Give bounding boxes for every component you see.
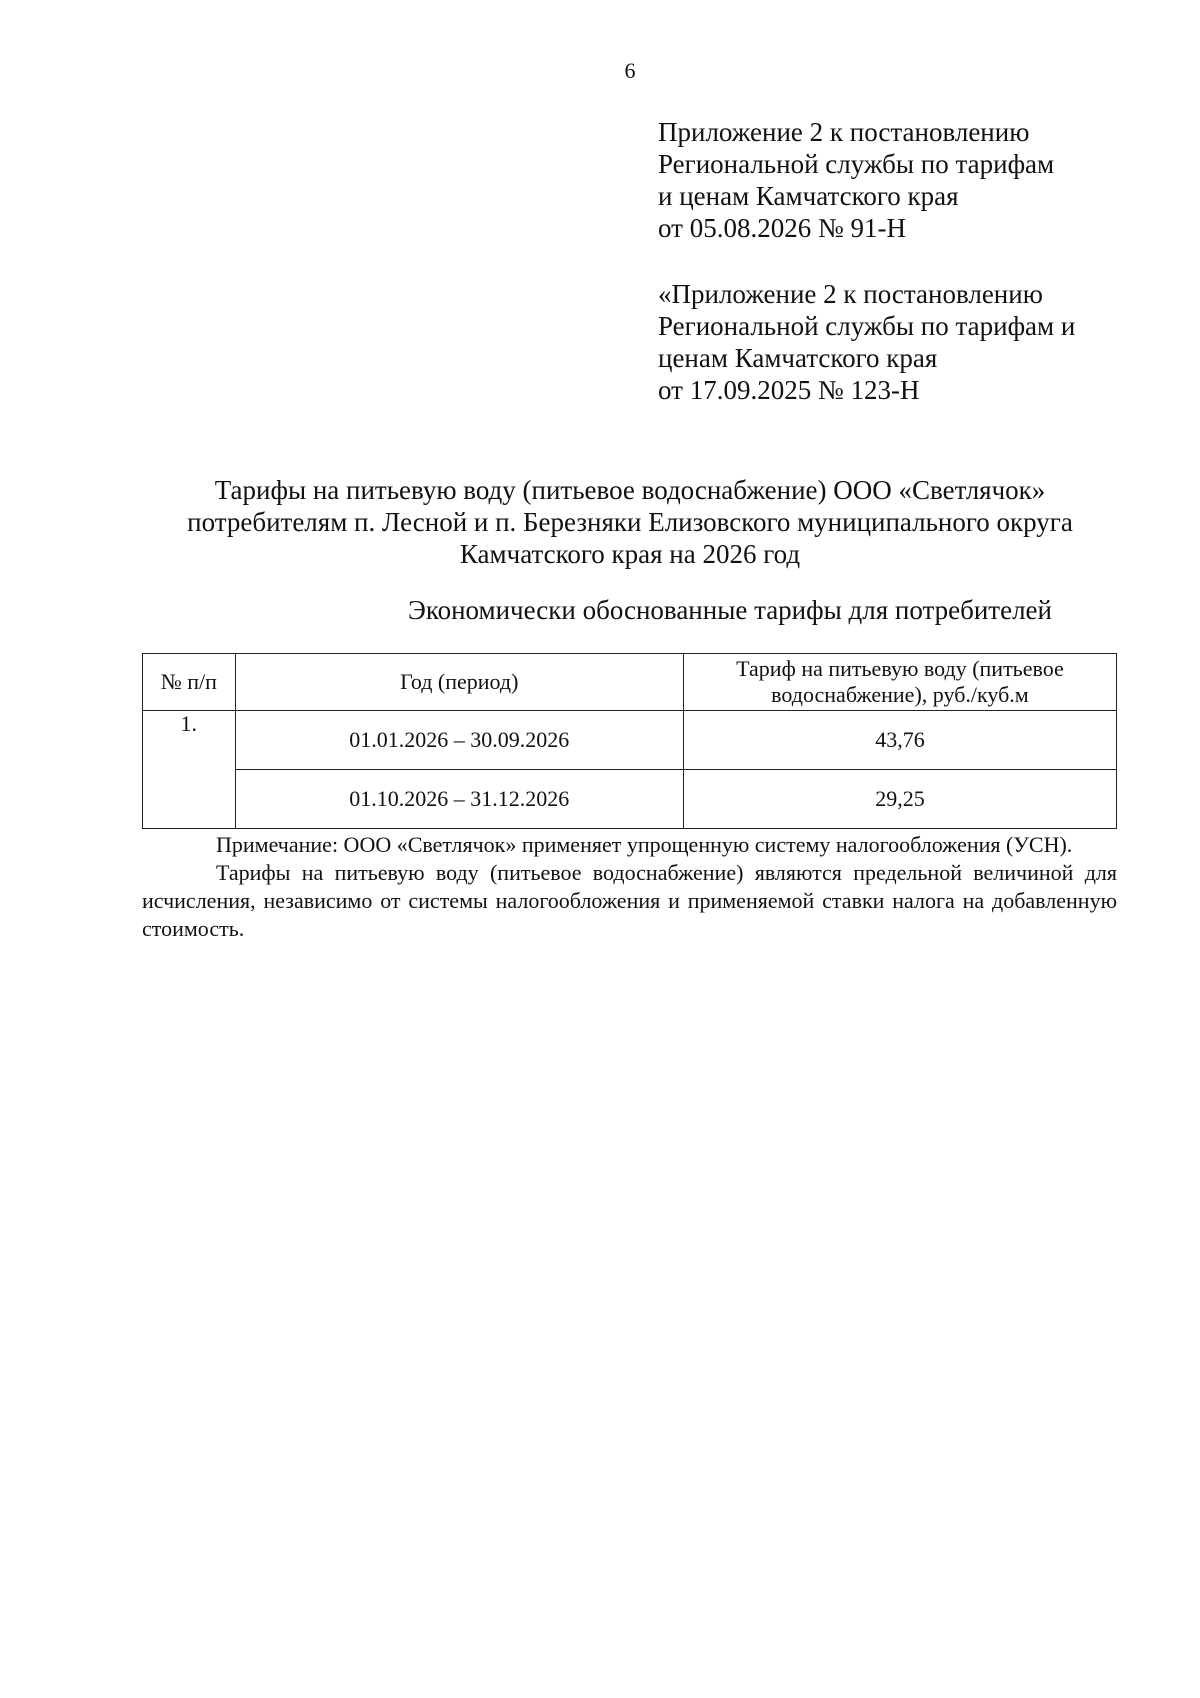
appendix-previous-line: ценам Камчатского края [658,343,938,373]
appendix-current-line: Приложение 2 к постановлению [658,117,1030,147]
period-cell: 01.10.2026 – 31.12.2026 [235,770,683,829]
appendix-current-date: от 05.08.2026 № 91-Н [658,213,906,243]
header-num: № п/п [143,654,236,711]
appendix-current-line: Региональной службы по тарифам [658,149,1055,179]
appendix-current-line: и ценам Камчатского края [658,181,959,211]
appendix-previous-date: от 17.09.2025 № 123-Н [658,375,920,405]
page-number: 6 [624,58,636,83]
header-tariff: Тариф на питьевую воду (питьевое водоснабжение), руб./куб.м [683,654,1116,711]
tariff-cell: 29,25 [683,770,1116,829]
appendix-reference-current [658,116,1158,244]
table-header-row [143,654,1117,711]
document-title-line: потребителям п. Лесной и п. Березняки Елизовского муниципального округа [187,507,1073,537]
document-title-line: Тарифы на питьевую воду (питьевое водоснабжение) ООО «Светлячок» [214,475,1046,505]
row-number: 1. [143,711,236,829]
appendix-previous-line: Региональной службы по тарифам и [658,311,1076,341]
header-period: Год (период) [235,654,683,711]
notes-section [142,831,1117,943]
period-cell: 01.01.2026 – 30.09.2026 [235,711,683,770]
table-row [143,770,1117,829]
table-caption: Экономически обоснованные тарифы для потребителей [408,595,1052,625]
tariff-table [142,653,1117,829]
appendix-previous-line: «Приложение 2 к постановлению [658,279,1043,309]
appendix-reference-previous [658,278,1158,406]
note-tax-system: Примечание: ООО «Светлячок» применяет упрощенную систему налогообложения (УСН). [216,832,1073,857]
document-title-line: Камчатского края на 2026 год [459,539,801,569]
table-row [143,711,1117,770]
note-tariff-limit: Тарифы на питьевую воду (питьевое водоснабжение) являются предельной величиной для исчисления, независимо от системы налогообложения и применяемой ставки налога на добавленную стоимость. [142,860,1117,941]
document-title [100,474,1160,570]
tariff-cell: 43,76 [683,711,1116,770]
